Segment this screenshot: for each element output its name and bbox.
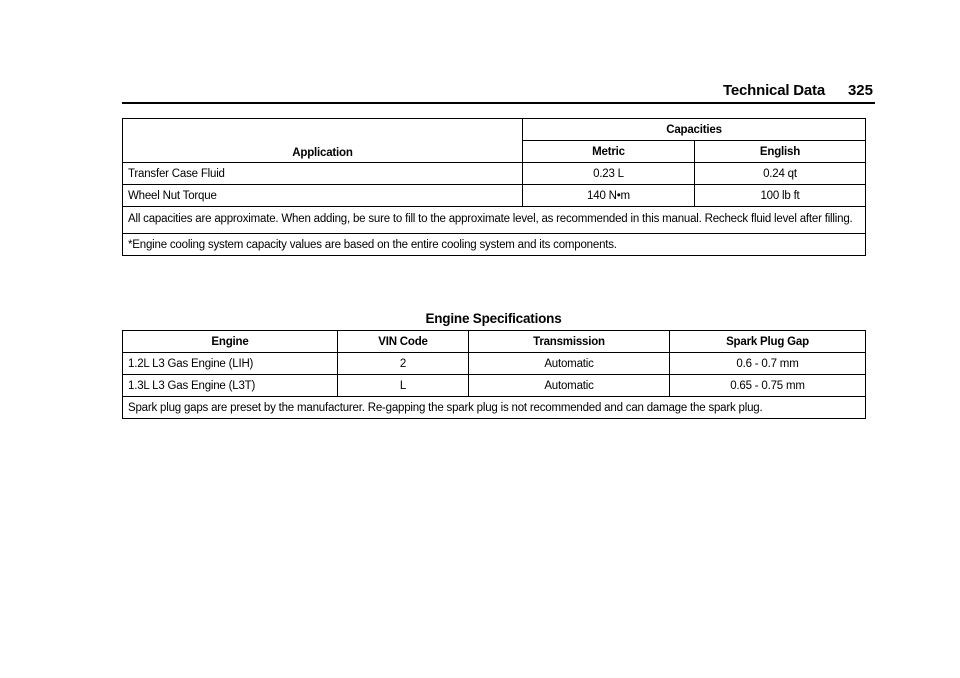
table-row: [123, 185, 866, 207]
cell-engine: 1.3L L3 Gas Engine (L3T): [123, 375, 338, 397]
engine-specs-title: Engine Specifications: [425, 311, 562, 326]
cell-transmission: Automatic: [469, 353, 670, 375]
engine-specifications-table: [122, 330, 866, 419]
cell-metric: 140 N•m: [523, 185, 695, 207]
cell-metric: 0.23 L: [523, 163, 695, 185]
cell-english: 0.24 qt: [695, 163, 866, 185]
header-spark-plug-gap: Spark Plug Gap: [670, 331, 866, 353]
capacities-table: [122, 118, 866, 256]
header-vin-code: VIN Code: [338, 331, 469, 353]
table-row: [123, 353, 866, 375]
table-row: [123, 163, 866, 185]
table-note-row: [123, 234, 866, 256]
header-english: English: [695, 141, 866, 163]
cell-transmission: Automatic: [469, 375, 670, 397]
cell-engine: 1.2L L3 Gas Engine (LIH): [123, 353, 338, 375]
table-row: [123, 375, 866, 397]
section-title: Technical Data: [723, 82, 825, 99]
header-capacities: Capacities: [523, 119, 866, 141]
cell-vin-code: L: [338, 375, 469, 397]
capacities-note: All capacities are approximate. When adding, be sure to fill to the approximate level, as recommended in this manual. Recheck fluid level after filling.: [123, 207, 866, 234]
cell-spark-plug-gap: 0.6 - 0.7 mm: [670, 353, 866, 375]
table-note-row: [123, 397, 866, 419]
cell-spark-plug-gap: 0.65 - 0.75 mm: [670, 375, 866, 397]
header-transmission: Transmission: [469, 331, 670, 353]
header-metric: Metric: [523, 141, 695, 163]
spark-plug-note: Spark plug gaps are preset by the manufacturer. Re-gapping the spark plug is not recommended and can damage the spark plug.: [123, 397, 866, 419]
table-note-row: [123, 207, 866, 234]
cell-application: Wheel Nut Torque: [123, 185, 523, 207]
page-number: 325: [847, 82, 873, 99]
cooling-note: *Engine cooling system capacity values are based on the entire cooling system and its components.: [123, 234, 866, 256]
header-engine: Engine: [123, 331, 338, 353]
header-application: Application: [123, 119, 523, 163]
cell-vin-code: 2: [338, 353, 469, 375]
cell-english: 100 lb ft: [695, 185, 866, 207]
cell-application: Transfer Case Fluid: [123, 163, 523, 185]
page-header: [122, 82, 875, 104]
